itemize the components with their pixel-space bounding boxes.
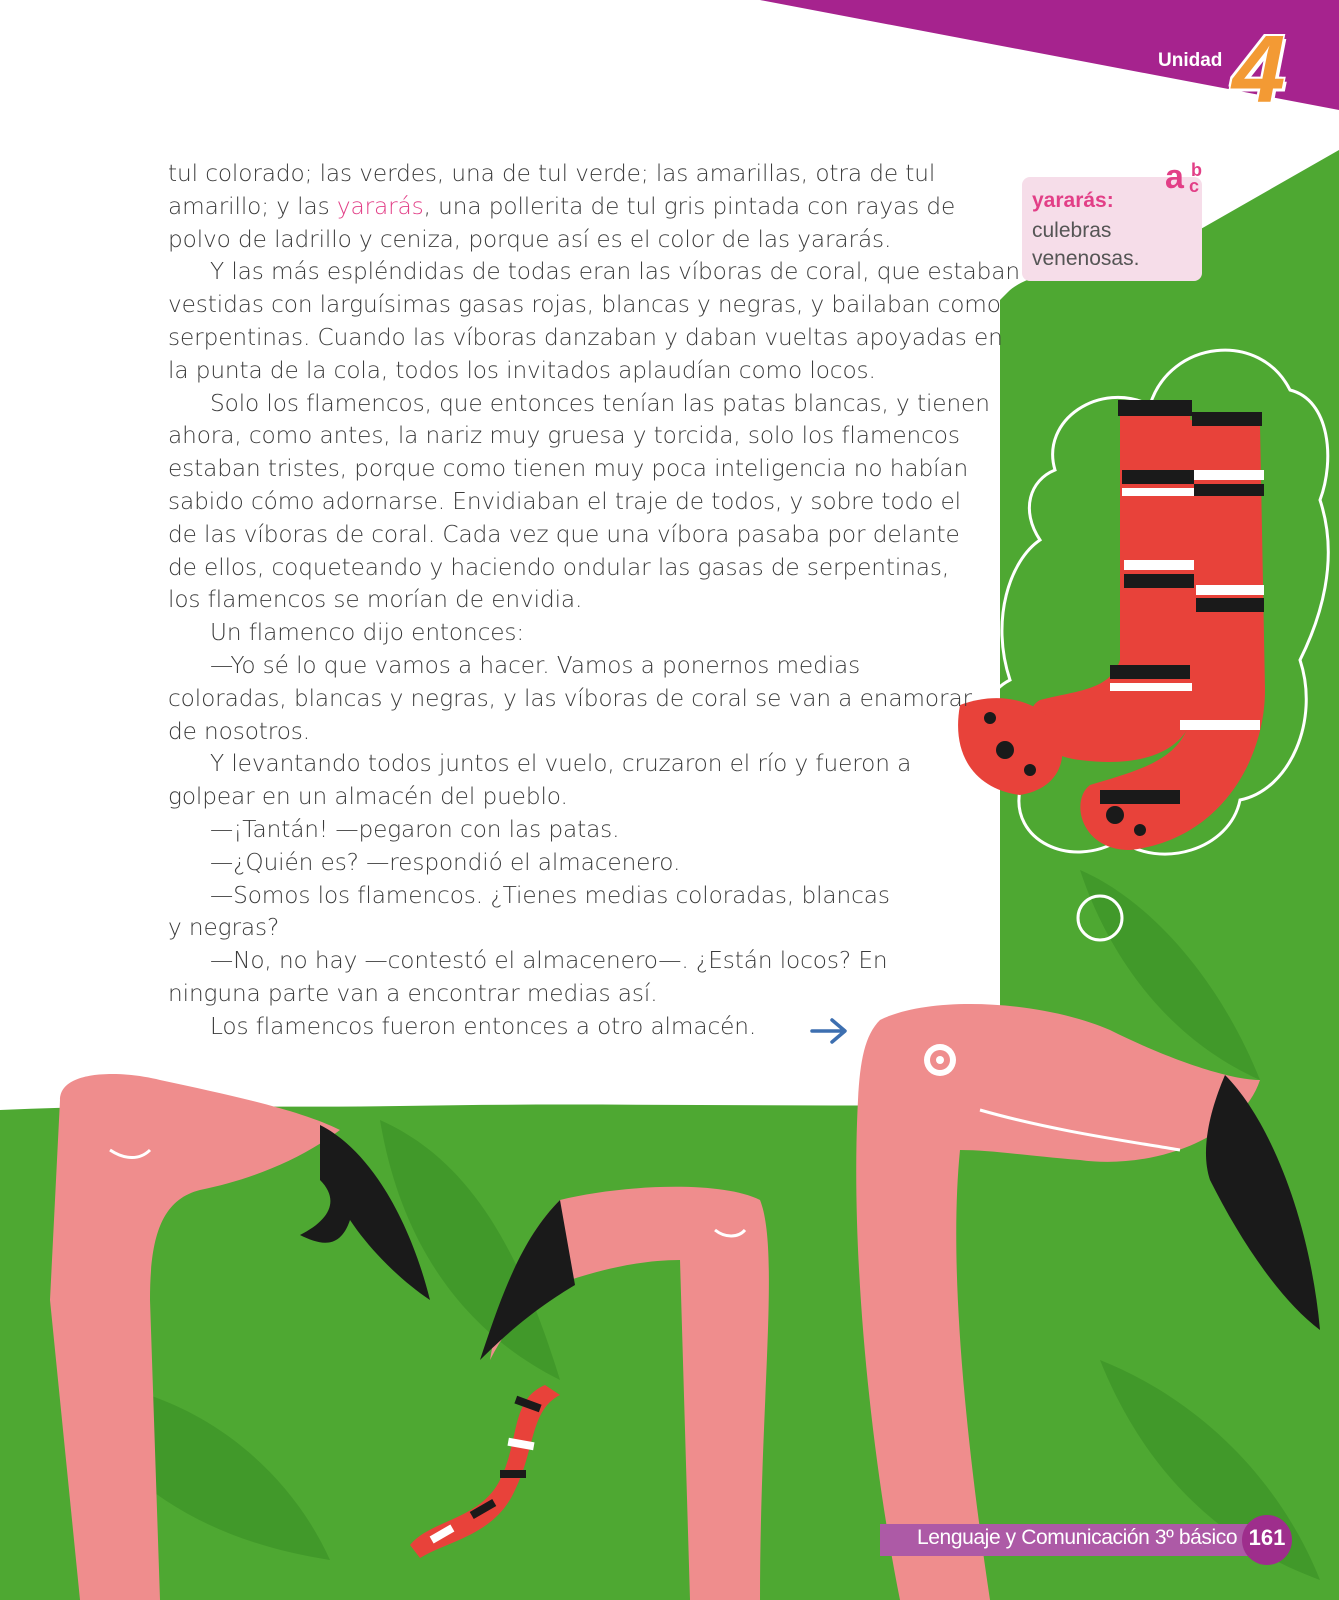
story-line: Los flamencos fueron entonces a otro almacén. [210,1012,757,1040]
story-line: ninguna parte van a encontrar medias así. [168,979,658,1007]
story-line: de nosotros. [168,717,311,745]
glossary-term: yararás: [1032,189,1114,212]
unit-number: 4 [1232,16,1286,123]
story-line: golpear en un almacén del pueblo. [168,783,568,811]
story-line: —¿Quién es? —respondió el almacenero. [210,848,681,876]
abc-vocabulary-icon: a b c [1165,158,1202,196]
glossary-definition: culebras venenosas. [1032,219,1140,270]
story-line: la punta de la cola, todos los invitados aplaudían como locos. [168,356,876,384]
story-line: —¡Tantán! —pegaron con las patas. [210,815,620,843]
story-line: —Somos los flamencos. ¿Tienes medias coloradas, blancas [210,881,890,909]
glossary-term-link[interactable]: yararás [336,192,424,220]
story-line: amarillo; y las yararás, una pollerita de tul gris pintada con rayas de [168,192,956,220]
story-line: Solo los flamencos, que entonces tenían las patas blancas, y tienen [210,389,990,417]
story-line: Un flamenco dijo entonces: [210,619,525,647]
story-line: y negras? [168,914,280,942]
unit-label: Unidad [1158,50,1223,71]
page-number: 161 [1248,1525,1286,1550]
story-line: sabido cómo adornarse. Envidiaban el traje de todos, y sobre todo el [168,487,961,515]
right-arrow-icon[interactable] [810,1016,850,1046]
footer-subject: Lenguaje y Comunicación 3º básico [917,1526,1238,1549]
story-line: estaban tristes, porque como tienen muy poca inteligencia no habían [168,455,969,483]
story-line: de las víboras de coral. Cada vez que una víbora pasaba por delante [168,520,960,548]
story-line: coloradas, blancas y negras, y las víboras de coral se van a enamorar [168,684,972,712]
story-line: Y las más espléndidas de todas eran las víboras de coral, que estaban [210,258,1020,286]
story-line: vestidas con larguísimas gasas rojas, blancas y negras, y bailaban como [168,291,1001,319]
story-line: —Yo sé lo que vamos a hacer. Vamos a ponernos medias [210,651,861,679]
story-text [168,158,1020,1044]
story-line: de ellos, coqueteando y haciendo ondular las gasas de serpentinas, [168,553,950,581]
story-line: ahora, como antes, la nariz muy gruesa y torcida, solo los flamencos [168,422,960,450]
story-line: serpentinas. Cuando las víboras danzaban y daban vueltas apoyadas en [168,323,1003,351]
story-line: los flamencos se morían de envidia. [168,586,583,614]
story-line: polvo de ladrillo y ceniza, porque así es el color de las yararás. [168,225,892,253]
story-line: tul colorado; las verdes, una de tul verde; las amarillas, otra de tul [168,160,936,187]
story-line: —No, no hay —contestó el almacenero—. ¿Están locos? En [210,947,888,975]
story-line: Y levantando todos juntos el vuelo, cruzaron el río y fueron a [210,750,912,778]
